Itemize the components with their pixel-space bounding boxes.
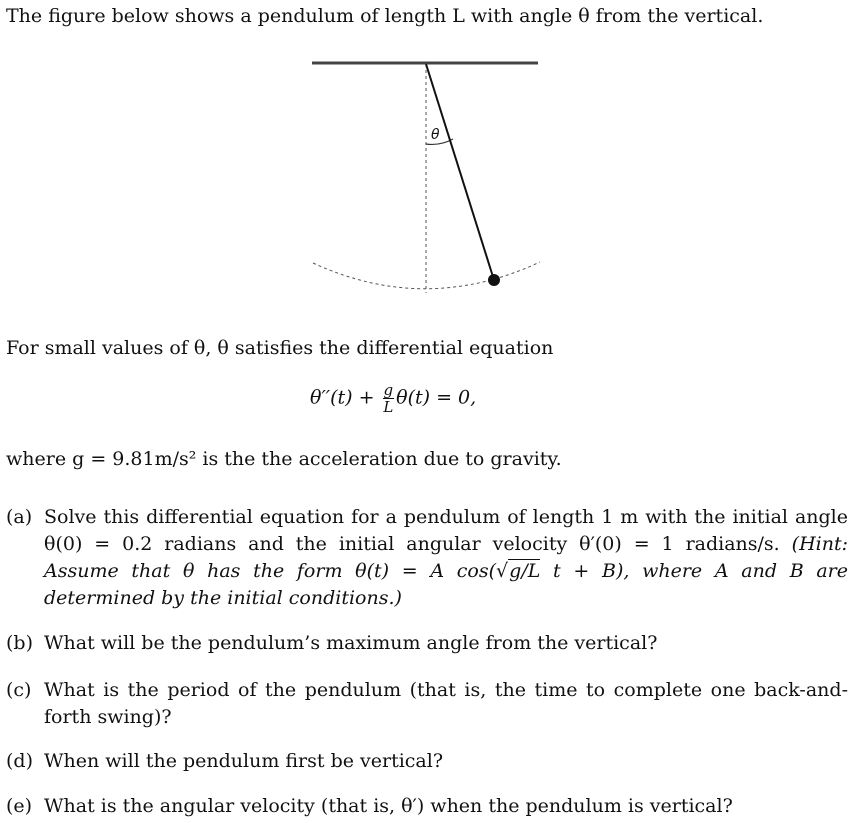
question-c-text: What is the period of the pendulum (that is, the time to complete one back-and-forth swing)? <box>44 679 848 728</box>
pendulum-figure <box>300 50 550 300</box>
question-d <box>6 748 848 775</box>
question-a-hint-b: t + B), where A and B are determined by the initial conditions.) <box>44 560 849 609</box>
question-d-label: (d) <box>6 750 33 772</box>
question-e-label: (e) <box>6 795 33 817</box>
question-c-label: (c) <box>6 679 32 701</box>
question-b <box>6 630 848 657</box>
question-a-text: Solve this differential equation for a pendulum of length 1 m with the initial angle θ(0) = 0.2 radians and the initial angular velocity θ′(0) = 1 radians/s. <box>44 506 848 555</box>
frac-numerator: g <box>383 381 394 399</box>
question-d-text: When will the pendulum first be vertical? <box>44 750 444 772</box>
intro-text: The figure below shows a pendulum of length L with angle θ from the vertical. <box>6 5 764 27</box>
question-a-label: (a) <box>6 506 33 528</box>
g-over-l-fraction <box>383 382 395 415</box>
differential-equation <box>310 382 476 415</box>
question-a-hint-sqrt: g/L <box>509 560 541 582</box>
question-b-label: (b) <box>6 632 33 654</box>
theta-label: θ <box>431 127 440 143</box>
question-a-hint-a: (Hint: Assume that θ has the form θ(t) = A cos( <box>44 533 848 582</box>
question-c <box>6 677 848 731</box>
pendulum-rod <box>426 64 494 280</box>
question-a: (a) Solve this differential equation for a pendulum of length 1 m with the initial angle θ(0) = 0.2 radians and the initial angular velocity θ′(0) = 1 radians/s. (Hint: Assume that θ has the form θ(t) = A cos(√g/L t + B), where A and B are determined by the initial conditions.) <box>6 506 849 609</box>
frac-denominator: L <box>383 398 394 416</box>
question-e <box>6 793 848 820</box>
eq-lhs-b: θ(t) = 0, <box>396 386 477 409</box>
question-e-text: What is the angular velocity (that is, θ′) when the pendulum is vertical? <box>44 795 733 817</box>
question-b-text: What will be the pendulum’s maximum angle from the vertical? <box>44 632 658 654</box>
gravity-text: where g = 9.81m/s² is the the acceleration due to gravity. <box>6 448 562 470</box>
small-values-text: For small values of θ, θ satisfies the differential equation <box>6 337 554 359</box>
eq-lhs-a: θ′′(t) + <box>310 386 381 409</box>
pendulum-bob <box>488 274 500 286</box>
